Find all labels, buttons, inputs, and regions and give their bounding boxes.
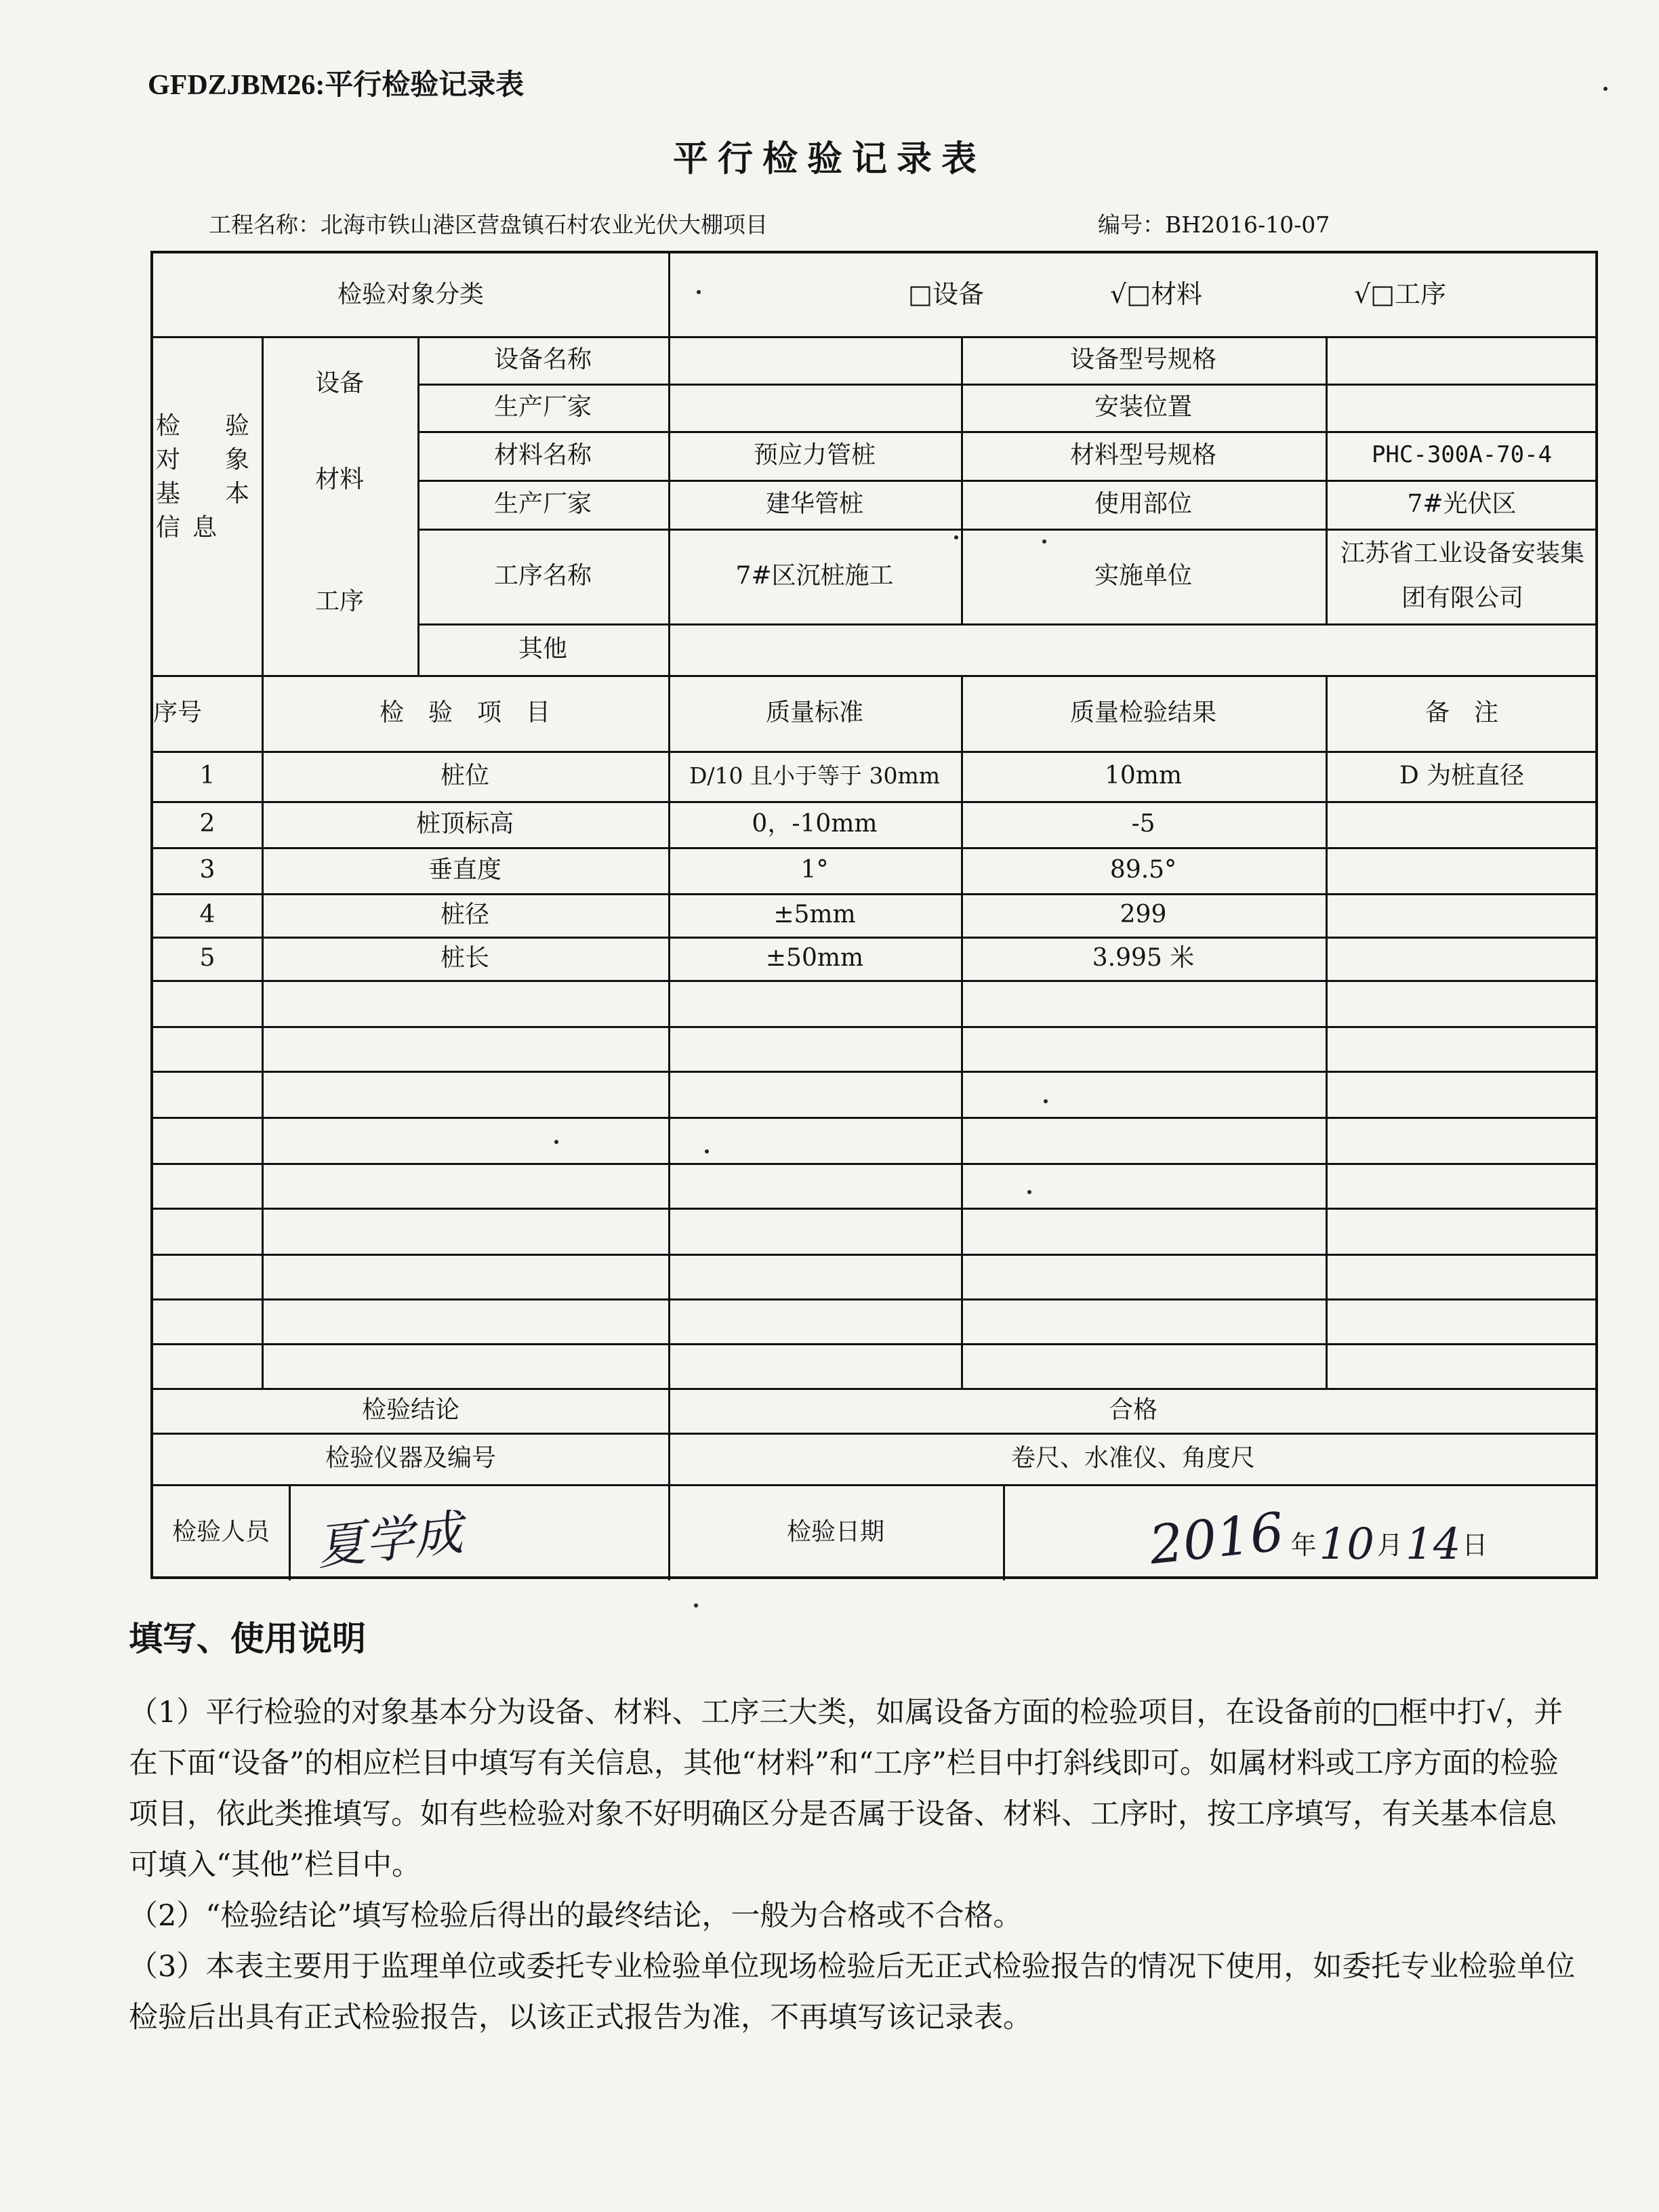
install-location-value (1326, 384, 1598, 431)
instruction-paragraph-3: （3）本表主要用于监理单位或委托专业检验单位现场检验后无正式检验报告的情况下使用，如委托专业检验单位检验后出具有正式检验报告，以该正式报告为准，不再填写该记录表。 (129, 1950, 1576, 2034)
other-label: 其他 (518, 634, 567, 663)
row-5-seq: 5 (199, 943, 216, 972)
conclusion-label: 检验结论 (361, 1395, 459, 1424)
material-model-value: PHC-300A-70-4 (1371, 441, 1553, 469)
equipment-name-label: 设备名称 (493, 345, 592, 373)
process-name-label: 工序名称 (493, 561, 592, 590)
project-label: 工程名称： (209, 211, 321, 238)
equipment-maker-value (668, 384, 961, 431)
row-3-standard: 1° (800, 855, 829, 884)
equipment-model-value (1326, 336, 1598, 384)
material-label: 材料 (314, 465, 364, 493)
inspector-signature: 夏学成 (313, 1503, 466, 1576)
row-3-item: 垂直度 (428, 855, 501, 884)
row-4-standard: ±5mm (773, 900, 856, 928)
usage-part-label: 使用部位 (1094, 489, 1192, 518)
row-5-item: 桩长 (440, 943, 489, 972)
row-4-result: 299 (1120, 900, 1167, 928)
row-1-result: 10mm (1104, 761, 1183, 790)
date-month-unit: 月 (1376, 1530, 1403, 1560)
row-3-result: 89.5° (1109, 855, 1177, 884)
row-3-remark (1326, 847, 1598, 893)
date-year-unit: 年 (1290, 1530, 1317, 1560)
row-1-item: 桩位 (440, 761, 489, 790)
row-3-seq: 3 (199, 855, 216, 884)
instruction-paragraph-1: （1）平行检验的对象基本分为设备、材料、工序三大类，如属设备方面的检验项目，在设备前的□框中打√，并在下面“设备”的相应栏目中填写有关信息，其他“材料”和“工序”栏目中打斜线即可。如属材料或工序方面的检验项目，依此类推填写。如有些检验对象不好明确区分是否属于设备、材料、工序时，按工序填写，有关基本信息可填入“其他”栏目中。 (129, 1696, 1563, 1882)
implementing-unit-label: 实施单位 (1094, 561, 1192, 590)
row-4-remark (1326, 893, 1598, 937)
date-year: 2016 (1146, 1501, 1287, 1577)
row-2-seq: 2 (199, 809, 216, 838)
row-4-item: 桩径 (440, 900, 489, 928)
material-maker-value: 建华管桩 (765, 489, 863, 518)
row-5-result: 3.995 米 (1092, 943, 1195, 972)
usage-part-value: 7#光伏区 (1407, 489, 1517, 518)
basic-info-label: 检验对象基本信息 (156, 412, 262, 541)
row-2-standard: 0，-10mm (752, 809, 878, 838)
material-model-label: 材料型号规格 (1069, 441, 1216, 469)
material-name-label: 材料名称 (493, 441, 592, 469)
row-1-seq: 1 (199, 761, 216, 790)
instructions-section (129, 1612, 1579, 2043)
page-title: 平行检验记录表 (672, 138, 986, 180)
row-2-result: -5 (1131, 809, 1155, 838)
checkbox-equipment[interactable]: □设备 (908, 279, 984, 310)
install-location-label: 安装位置 (1094, 392, 1192, 421)
row-2-remark (1326, 801, 1598, 847)
instruction-paragraph-2: （2）“检验结论”填写检验后得出的最终结论，一般为合格或不合格。 (129, 1899, 1023, 1933)
col-header-remark: 备 注 (1425, 698, 1498, 726)
col-header-item: 检 验 项 目 (379, 698, 550, 726)
date-label: 检验日期 (786, 1517, 884, 1546)
equipment-label: 设备 (314, 369, 364, 397)
form-code: GFDZJBM26:平行检验记录表 (148, 70, 525, 101)
material-name-value: 预应力管桩 (753, 441, 876, 469)
other-value (668, 623, 1598, 675)
row-1-remark: D 为桩直径 (1399, 761, 1525, 790)
checkbox-process[interactable]: √□工序 (1353, 279, 1447, 310)
equipment-name-value (668, 336, 961, 384)
implementing-unit-value: 江苏省工业设备安装集团有限公司 (1340, 539, 1584, 612)
material-maker-label: 生产厂家 (493, 489, 592, 518)
inspector-label: 检验人员 (171, 1517, 270, 1546)
checkbox-material[interactable]: √□材料 (1109, 279, 1203, 310)
instructions-title: 填写、使用说明 (129, 1619, 366, 1658)
col-header-seq: 序号 (153, 698, 203, 726)
inspection-date (1146, 1501, 1488, 1577)
number-label: 编号： (1098, 211, 1165, 238)
instruments-value: 卷尺、水准仪、角度尺 (1010, 1443, 1255, 1472)
project-name: 北海市铁山港区营盘镇石村农业光伏大棚项目 (321, 211, 768, 238)
row-5-standard: ±50mm (765, 943, 864, 972)
col-header-standard: 质量标准 (765, 698, 863, 726)
date-month: 10 (1319, 1519, 1374, 1570)
project-name-line (209, 207, 768, 239)
category-label: 检验对象分类 (337, 280, 484, 308)
row-5-remark (1326, 937, 1598, 980)
conclusion-value: 合格 (1108, 1395, 1158, 1424)
date-day-unit: 日 (1462, 1530, 1488, 1560)
process-name-value: 7#区沉桩施工 (735, 561, 894, 590)
date-day: 14 (1405, 1519, 1461, 1570)
record-number-line (1098, 207, 1330, 239)
equipment-maker-label: 生产厂家 (493, 392, 592, 421)
row-1-standard: D/10 且小于等于 30mm (689, 762, 941, 789)
row-2-item: 桩顶标高 (415, 809, 514, 838)
process-label: 工序 (314, 587, 364, 615)
inspection-record-table (150, 251, 1598, 1579)
instruments-label: 检验仪器及编号 (325, 1443, 496, 1472)
col-header-result: 质量检验结果 (1069, 698, 1216, 726)
row-4-seq: 4 (199, 900, 216, 928)
record-number: BH2016-10-07 (1165, 211, 1330, 238)
equipment-model-label: 设备型号规格 (1069, 345, 1216, 373)
